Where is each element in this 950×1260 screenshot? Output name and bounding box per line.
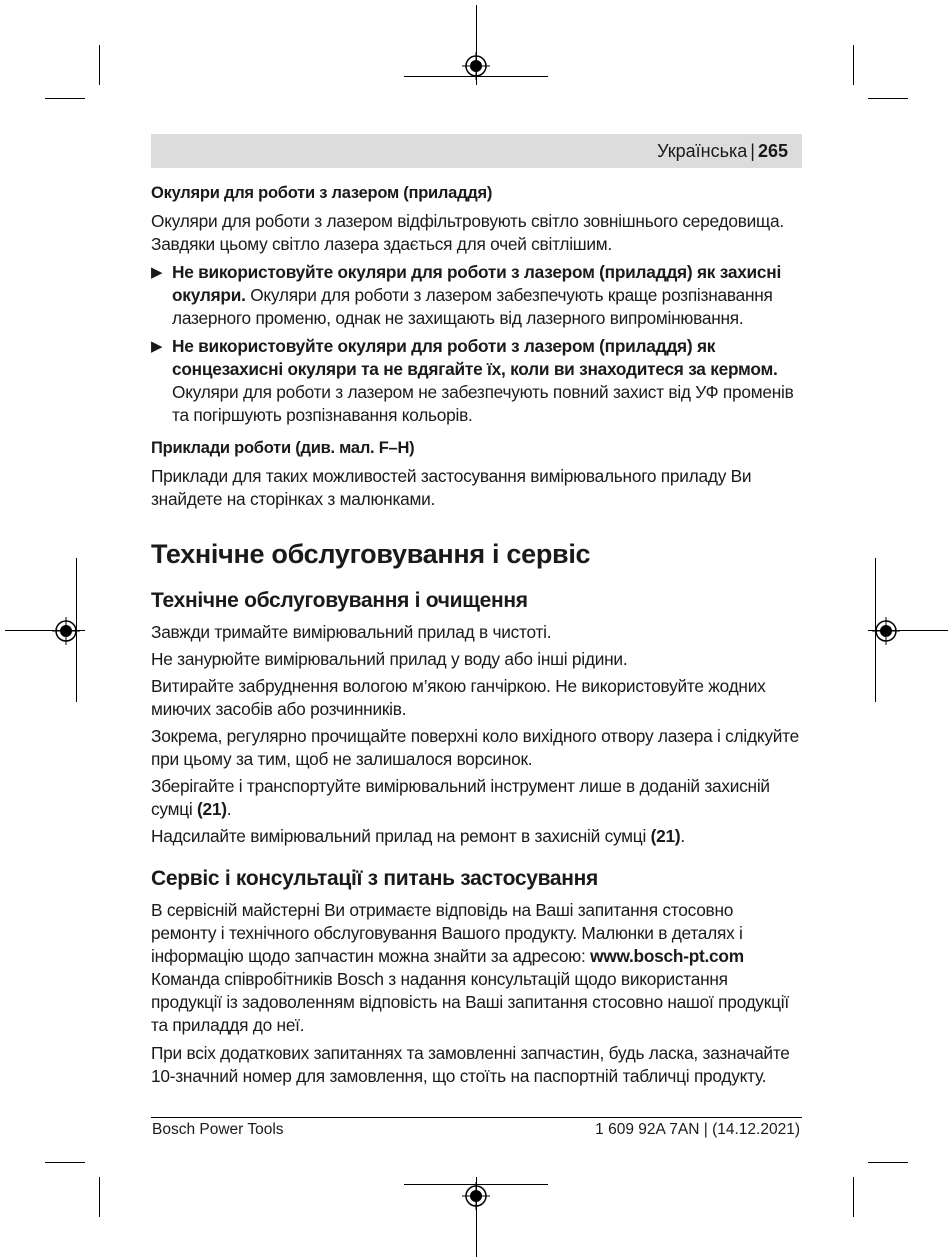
triangle-bullet-icon: ▶ bbox=[151, 264, 163, 281]
header-language: Українська bbox=[657, 141, 748, 161]
paragraph-text: Надсилайте вимірювальний прилад на ремонт в захисній сумці bbox=[151, 826, 651, 846]
paragraph-end: . bbox=[680, 826, 685, 846]
maintenance-paragraph: Завжди тримайте вимірювальний прилад в чистоті. bbox=[151, 622, 552, 642]
service-subtitle: Сервіс і консультації з питань застосування bbox=[151, 867, 599, 890]
header-separator: | bbox=[750, 141, 755, 161]
maintenance-paragraph: Зокрема, регулярно прочищайте поверхні коло вихідного отвору лазера і слідкуйте при цьому за тим, щоб не залишалося ворсинок. bbox=[151, 726, 799, 769]
warning-bullet bbox=[151, 335, 802, 427]
registration-target-icon bbox=[462, 1182, 490, 1210]
paragraph-text: В сервісній майстерні Ви отримаєте відповідь на Ваші запитання стосовно ремонту і технічного обслуговування Вашого продукту. Малюнки в деталях і інформацію щодо запчастин можна знайти за адресою: bbox=[151, 900, 743, 966]
registration-target-icon bbox=[872, 617, 900, 645]
maintenance-paragraph: Не занурюйте вимірювальний прилад у воду або інші рідини. bbox=[151, 649, 628, 669]
header-text bbox=[657, 141, 788, 161]
triangle-bullet-icon: ▶ bbox=[151, 338, 163, 355]
goggles-intro: Окуляри для роботи з лазером відфільтровують світло зовнішнього середовища. Завдяки цьому світло лазера здається для очей світлішим. bbox=[151, 211, 784, 254]
warning-bullet bbox=[151, 261, 802, 330]
crop-mark bbox=[45, 1162, 85, 1163]
part-reference: (21) bbox=[650, 826, 681, 846]
crop-mark bbox=[868, 98, 908, 99]
maintenance-paragraph bbox=[151, 825, 802, 848]
page-number: 265 bbox=[757, 141, 788, 161]
crop-mark bbox=[99, 45, 100, 85]
crop-mark bbox=[99, 1177, 100, 1217]
footer-brand: Bosch Power Tools bbox=[152, 1121, 284, 1138]
registration-target-icon bbox=[462, 52, 490, 80]
crop-mark bbox=[853, 45, 854, 85]
maintenance-title: Технічне обслуговування і сервіс bbox=[151, 539, 591, 569]
footer-divider bbox=[151, 1117, 802, 1118]
bullet-bold-text: Не використовуйте окуляри для роботи з лазером (приладдя) як сонцезахисні окуляри та не вдягайте їх, коли ви знаходитеся за кермом. bbox=[172, 336, 778, 379]
examples-text: Приклади для таких можливостей застосування вимірювального приладу Ви знайдете на сторінках з малюнками. bbox=[151, 466, 752, 509]
maintenance-subtitle: Технічне обслуговування і очищення bbox=[151, 589, 528, 612]
crop-mark bbox=[853, 1177, 854, 1217]
crop-mark bbox=[45, 98, 85, 99]
bullet-text: Окуляри для роботи з лазером забезпечують краще розпізнавання лазерного променю, однак не захищають від лазерного випромінювання. bbox=[172, 285, 773, 328]
bullet-text: Окуляри для роботи з лазером не забезпечують повний захист від УФ променів та погіршують розпізнавання кольорів. bbox=[172, 382, 794, 425]
maintenance-paragraph bbox=[151, 775, 802, 821]
examples-heading: Приклади роботи (див. мал. F–H) bbox=[151, 439, 415, 457]
footer-doc-number: 1 609 92A 7AN | (14.12.2021) bbox=[595, 1121, 800, 1138]
maintenance-paragraph: Витирайте забруднення вологою м’якою ганчіркою. Не використовуйте жодних миючих засобів або розчинників. bbox=[151, 676, 766, 719]
service-paragraph: При всіх додаткових запитаннях та замовленні запчастин, будь ласка, зазначайте 10-значний номер для замовлення, що стоїть на паспортній табличці продукту. bbox=[151, 1043, 790, 1086]
service-paragraph bbox=[151, 899, 802, 968]
page-content bbox=[151, 182, 802, 1088]
part-reference: (21) bbox=[197, 799, 227, 819]
paragraph-end: . bbox=[226, 799, 232, 819]
paragraph-text: Зберігайте і транспортуйте вимірювальний інструмент лише в доданій захисній сумці bbox=[151, 776, 770, 819]
registration-target-icon bbox=[52, 617, 80, 645]
service-url-link[interactable]: www.bosch-pt.com bbox=[590, 946, 744, 966]
goggles-heading: Окуляри для роботи з лазером (приладдя) bbox=[151, 184, 493, 202]
service-paragraph: Команда співробітників Bosch з надання консультацій щодо використання продукції із задоволенням відповість на Ваші запитання стосовно нашої продукції та приладдя до неї. bbox=[151, 969, 789, 1035]
page-header bbox=[151, 134, 802, 168]
crop-mark bbox=[868, 1162, 908, 1163]
bullet-bold-text: Не використовуйте окуляри для роботи з лазером (приладдя) як захисні окуляри. bbox=[172, 262, 782, 305]
